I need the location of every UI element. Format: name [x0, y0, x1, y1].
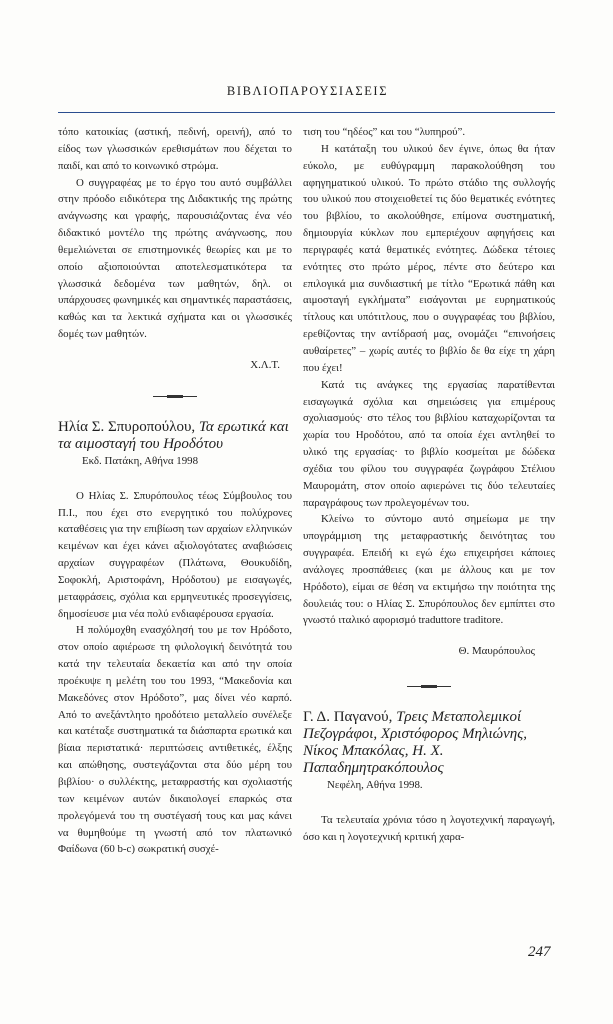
section-divider — [153, 396, 197, 397]
section-divider — [407, 686, 451, 687]
review-publisher: Εκδ. Πατάκη, Αθήνα 1998 — [82, 454, 199, 467]
page-number: 247 — [528, 944, 551, 960]
paragraph: Η πολύμοχθη ενασχόλησή του με τον Ηρόδοτο, στον οποίο αφιέρωσε τη φιλολογική δεινότητά του κατά την τελευταία δεκαετία και από την οποία προέκυψε η μελέτη του του 1993, “Μακεδονία και Μακεδόνες στον Ηρόδοτο”, μας δίνει νέο καρπό. Από το ανεξάντλητο ηροδότειο μεταλλείο συνέλεξε και κατέταξε συστηματικά τα διάσπαρτα ερωτικά και βίαια περιστατικά· περιπτώσεις αντιθετικές, έλξης και απώθησης, συστεγάζονται στα δύο μέρη του βιβλίου· ο συλλέκτης, μεταφραστής και σχολιαστής των κειμένων αυτών δικαιολογεί επαρκώς στα προλεγόμενά του τη συστέγασή τους και μας κάνει να θυμηθούμε τη γνωστή από τον πλατωνικό Φαίδωνα (60 b-c) σωκρατική συσχέ- — [58, 624, 292, 856]
review-author: Ηλία Σ. Σπυροπούλου, — [58, 418, 196, 435]
left-column — [58, 124, 292, 858]
review-heading — [58, 419, 292, 453]
review-signature: Θ. Μαυρόπουλος — [458, 645, 535, 658]
review-book-title: Τρεις Μεταπολεμικοί Πεζογράφοι, Χριστόφορος Μηλιώνης, Νίκος Μπακόλας, Η. Χ. Παπαδημητρακόπουλος — [303, 709, 528, 777]
paragraph: τιση του “ηδέος” και του “λυπηρού”. — [303, 126, 466, 138]
review-author: Γ. Δ. Παγανού, — [303, 709, 393, 726]
paragraph: Ο συγγραφέας με το έργο του αυτό συμβάλλει στην πρόοδο ειδικότερα της Διδακτικής της πρώτης ανάγνωσης και γραφής, παρουσιάζοντας ένα νέο διδακτικό μοντέλο της πρώτης ανάγνωσης, που θεμελιώνεται σε επιστημονικές θεωρίες και με το οποίο αξιοποιούνται αποτελεσματικότερα τα γλωσσικά δεδομένα των μαθητών, δηλ. οι υπάρχουσες φωνημικές και σημαντικές παραστάσεις, καθώς και τα λεκτικά σχήματα και οι γλωσσικές δομές των μαθητών. — [58, 176, 292, 341]
paragraph: Κατά τις ανάγκες της εργασίας παρατίθενται εισαγωγικά σχόλια και σημειώσεις για επιμέρους σχολιασμούς· στο τέλος του βιβλίου καταχωρίζονται τα χωρία του Ηροδότου, από τα οποία έχει αντληθεί το υλικό της εργασίας· το βιβλίο κοσμείται με δώδεκα σχέδια του φίλου του συγγραφέα ζωγράφου Στέλιου Μαυρομάτη, στον οποίο αφιερώνει τις δύο τελευταίες παραγράφους των προλεγομένων του. — [303, 378, 555, 509]
review-book-title: Τα ερωτικά και τα αιμοσταγή του Ηροδότου — [58, 418, 289, 452]
review-publisher: Νεφέλη, Αθήνα 1998. — [327, 779, 423, 792]
header-rule — [58, 112, 555, 113]
review-signature: Χ.Λ.Τ. — [250, 358, 280, 371]
paragraph: Τα τελευταία χρόνια τόσο η λογοτεχνική παραγωγή, όσο και η λογοτεχνική κριτική χαρα- — [303, 814, 555, 843]
review-heading — [303, 709, 555, 777]
paragraph: Η κατάταξη του υλικού δεν έγινε, όπως θα ήταν εύκολο, με ευθύγραμμη παρακολούθηση του αφηγηματικού υλικού. Το πρώτο στάδιο της συλλογής του υλικού που στοιχειοθετεί τις δύο θεματικές ενότητες του βιβλίου, το ακολούθησε, επίμονα συστηματική, δημιουργία κύκλων που εμπεριέχουν αφηγήσεις και περιγραφές κατά θεματικές ενότητες. Δώδεκα τέτοιες ενότητες στο πρώτο μέρος, πέντε στο δεύτερο και επιλογικά μια συνδιαστική με τίτλο “Ερωτικά πάθη και αιμοσταγή εγκλήματα” εισάγονται με ευρηματικούς τίτλους και υπότιτλους, που ο συγγραφέας του βιβλίου, ερεθίζοντας την αντίδρασή μας, ονομάζει “επινοήσεις αυθαίρετες” – χωρίς αυτές το βιβλίο δε θα είχε τη χάρη που έχει! — [303, 142, 555, 374]
paragraph: Κλείνω το σύντομο αυτό σημείωμα με την υπογράμμιση της μεταφραστικής δεινότητας του συγγραφέα. Επειδή κι εγώ έχω επιχειρήσει κάποιες ανάλογες προσπάθειες (και με άλλους και με τον Ηρόδοτο), είμαι σε θέση να εκτιμήσω την ποιότητα της δουλειάς του: ο Ηλίας Σ. Σπυρόπουλος δεν εμπίπτει στο γνωστό ιταλικό αφορισμό traduttore traditore. — [303, 513, 555, 627]
paragraph: τόπο κατοικίας (αστική, πεδινή, ορεινή), από το είδος των γλωσσικών ερεθισμάτων που δέχεται το παιδί, και από το κοινωνικό στρώμα. — [58, 126, 292, 172]
paragraph: Ο Ηλίας Σ. Σπυρόπουλος τέως Σύμβουλος του Π.Ι., που έχει στο ενεργητικό του πολύχρονες καταθέσεις για την επιβίωση των αρχαίων ελληνικών κειμένων και έχει κάνει αξιολογότατες αναβιώσεις αρχαίων συγγραφέων (Πλάτωνα, Θουκυδίδη, Σοφοκλή, Αριστοφάνη, Ηρόδοτου) με εισαγωγές, μεταφράσεις, σχόλια και ερμηνευτικές προσεγγίσεις, δημοσίευσε μια νέα πολύ ενδιαφέρουσα εργασία. — [58, 489, 292, 620]
right-column — [303, 124, 555, 846]
running-header: ΒΙΒΛΙΟΠΑΡΟΥΣΙΑΣΕΙΣ — [226, 84, 389, 98]
